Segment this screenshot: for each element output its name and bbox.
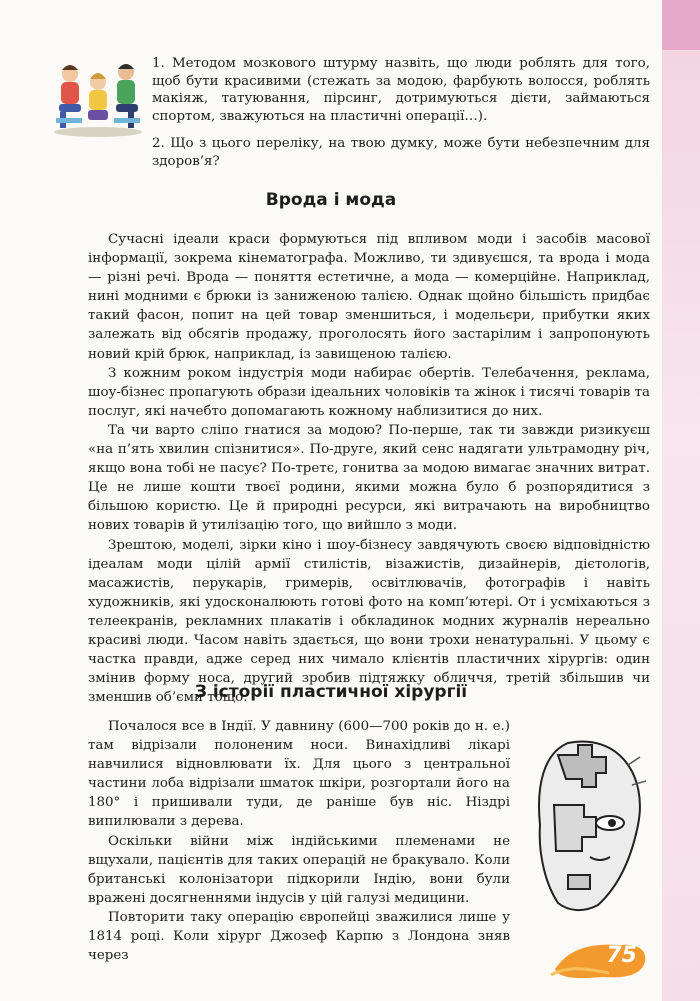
paragraph: Та чи варто сліпо гнатися за модою? По-перше, так ти завжди ризикуєш «на п’ять хвилин спізнитися». По-друге, який сенс надягати ультрамодну річ, якщо вона тобі не пасує? По-третє, гонитва за модою вимагає значних витрат. Це не лише кошти твоєї родини, якими можна було б розпорядитися з більшою користю. Це й природні ресурси, які витрачають на виробництво нових товарів й утилізацію того, що вийшло з моди. [88,422,650,534]
section-2-body [88,717,510,965]
section-title-plastic-surgery-history: З історії пластичної хірургії [194,682,468,702]
children-discussion-illustration [50,52,146,138]
section-1-body [88,230,650,707]
paragraph: Почалося все в Індії. У давнину (600—700 років до н. е.) там відрізали полоненим носи. Винахідливі лікарі навчилися відновлювати їх. Для цього з центральної частини лоба відрізали шматок шкіри, розгортали його на 180° і пришивали туди, де раніше був ніс. Ніздрі випилювали з дерева. [88,719,510,830]
questions-block [152,55,650,171]
paragraph: З кожним роком індустрія моди набирає обертів. Телебачення, реклама, шоу-бізнес пропагують образи ідеальних чоловіків та жінок і тисячі товарів та послуг, які начебто допомагають кожному наблизитися до них. [88,365,650,419]
paragraph: Сучасні ідеали краси формуються під впливом моди і засобів масової інформації, зокрема кінематографа. Можливо, ти здивуєшся, та врода і мода — різні речі. Врода — поняття естетичне, а мода — комерційне. Наприклад, нині модними є брюки із заниженою талією. Однак щойно більшість придбає такий фасон, попит на цей товар зменшиться, і модельєри, прибутки яких залежать від обсягів продажу, проголосять його застарілим і запропонують новий крій брюк, наприклад, із завищеною талією. [88,232,650,362]
page-number-badge [549,939,649,981]
page-number: 75 [606,943,637,968]
chapter-tab-top [662,0,700,50]
chapter-side-tab [662,50,700,1001]
question-2: 2. Що з цього переліку, на твою думку, може бути небезпечним для здоров’я? [152,136,650,169]
section-title-beauty-fashion: Врода і мода [265,190,397,210]
paragraph: Зрештою, моделі, зірки кіно і шоу-бізнесу завдячують своєю відповідністю ідеалам моди цілій армії стилістів, візажистів, дизайнерів, дієтологів, масажистів, перукарів, гримерів, освітлювачів, фотографів і навіть художників, які удосконалюють готові фото на комп’ютері. От і усміхаються з телеекранів, рекламних плакатів і обкладинок модних журналів нереально красиві люди. Часом навіть здається, що вони трохи ненатуральні. У цьому є частка правди, адже серед них чимало клієнтів пластичних хірургів: один змінив форму носа, другий зробив підтяжку обличчя, третій збільшив чи зменшив об’єми тощо. [88,537,650,706]
question-1: 1. Методом мозкового штурму назвіть, що люди роблять для того, щоб бути красивими (стежать за модою, фарбують волосся, роблять макіяж, татуювання, пірсинг, дотримуються дієти, займаються спортом, зважуються на пластичні операції…). [152,56,650,124]
paragraph: Повторити таку операцію європейці зважилися лише у 1814 році. Коли хірург Джозеф Карпю з Лондона зняв через [88,909,510,964]
face-surgery-illustration [528,735,653,915]
paragraph: Оскільки війни між індійськими племенами не вщухали, пацієнтів для таких операцій не бракувало. Коли британські колонізатори підкорили Індію, вони були вражені досягненнями індусів у цій галузі медицини. [88,833,510,906]
